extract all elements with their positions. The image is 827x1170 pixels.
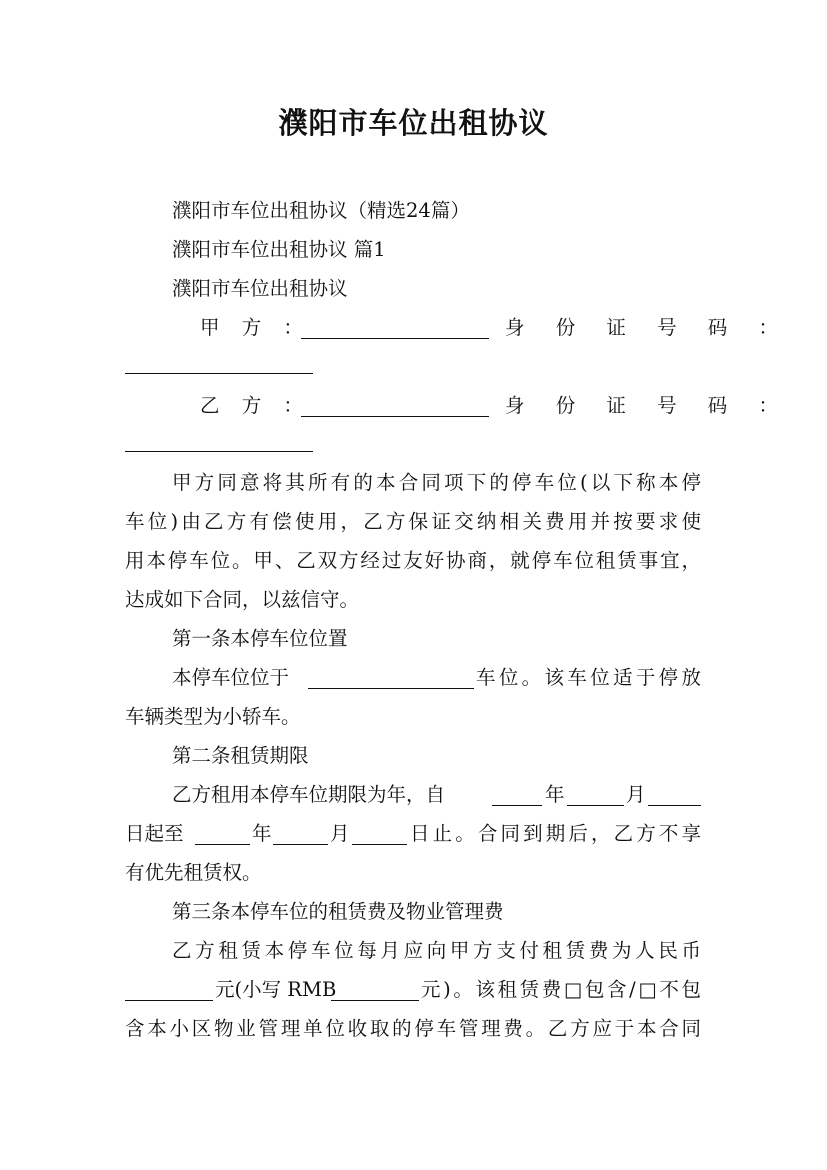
end-year-blank [195,824,250,845]
subtitle-line: 濮阳市车位出租协议（精选24篇） [172,199,470,222]
year-label: 年 [545,783,565,806]
paragraph-line: 达成如下合同，以兹信守。 [125,588,360,611]
party-a-name-blank [301,318,489,339]
start-month-blank [567,785,624,806]
end-month-blank [273,824,328,845]
party-b-id-blank [125,431,313,452]
article-1-title: 第一条本停车位位置 [172,627,348,650]
article-3-text-a: 乙方租赁本停车位每月应向甲方支付租赁费为人民币 [172,939,701,962]
article-2-text-b: 日起至 [125,822,184,845]
start-year-blank [492,785,542,806]
party-b-label: 乙 方 ： [200,394,311,417]
document-title: 濮阳市车位出租协议 [278,106,549,140]
article-3-title: 第三条本停车位的租赁费及物业管理费 [172,900,504,923]
article-2-text-d: 有优先租赁权。 [125,861,262,884]
article-2-title: 第二条租赁期限 [172,744,309,767]
rent-rmb-blank [331,980,419,1001]
article-2-text-c: 日止。合同到期后，乙方不享 [410,822,701,845]
article-1-text-c: 车辆类型为小轿车。 [125,705,301,728]
party-a-id-blank [125,353,313,374]
party-b-id-label: 身 份 证 号 码 ： [505,394,791,417]
year-label: 年 [252,822,272,845]
paragraph-line: 甲方同意将其所有的本合同项下的停车位(以下称本停 [172,471,701,494]
article-1-text [172,664,289,692]
article-2-text-a: 乙方租用本停车位期限为年，自 [172,783,446,806]
month-label: 月 [330,822,350,845]
parking-location-blank [308,668,474,689]
article-3-text-c: 元)。该租赁费□包含/□不包 [421,978,701,1001]
article-3-text-b: 元(小写 RMB [215,978,337,1001]
month-label: 月 [626,783,646,806]
party-a-id-label: 身 份 证 号 码 ： [505,316,791,339]
party-a-label: 甲 方 ： [200,316,311,339]
end-day-blank [352,824,407,845]
paragraph-line: 车位)由乙方有偿使用，乙方保证交纳相关费用并按要求使 [125,510,701,533]
agreement-name-line: 濮阳市车位出租协议 [172,277,348,300]
paragraph-line: 用本停车位。甲、乙双方经过友好协商，就停车位租赁事宜， [125,549,701,572]
article-3-text-d: 含本小区物业管理单位收取的停车管理费。乙方应于本合同 [125,1017,701,1040]
party-b-name-blank [301,396,489,417]
section-heading: 濮阳市车位出租协议 篇1 [172,238,386,261]
article-1-text-b: 车位。该车位适于停放 [476,666,701,689]
start-day-blank [648,785,701,806]
article-1-text-a: 本停车位位于 [172,666,290,689]
rent-amount-blank [125,980,213,1001]
